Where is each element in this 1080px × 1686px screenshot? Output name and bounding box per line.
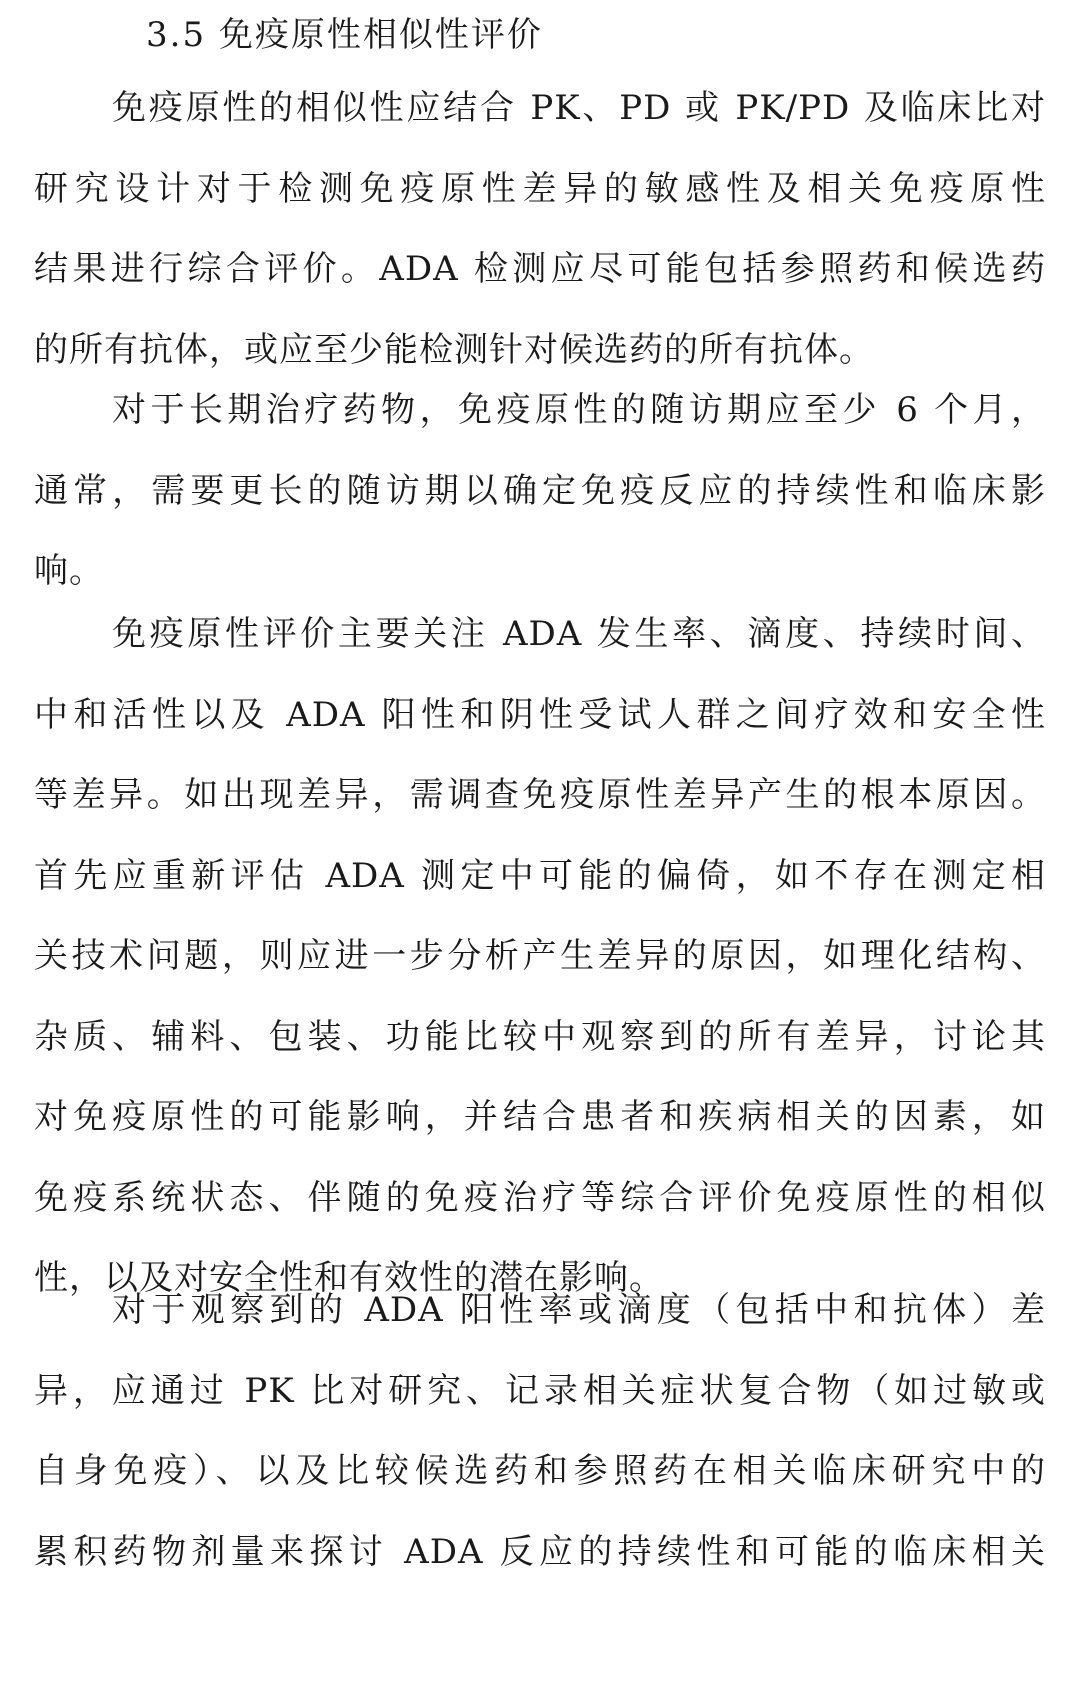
section-heading: 3.5 免疫原性相似性评价 [146,15,543,55]
paragraph-4 [34,1270,1046,1592]
text-line: 免疫原性的相似性应结合 PK、PD 或 PK/PD 及临床比对 [112,88,1046,128]
text-line: 杂质、辅料、包装、功能比较中观察到的所有差异，讨论其 [34,1016,1046,1057]
text-line: 对于观察到的 ADA 阳性率或滴度（包括中和抗体）差 [112,1290,1046,1330]
text-line: 对于长期治疗药物，免疫原性的随访期应至少 6 个月， [112,390,1046,430]
text-line: 关技术问题，则应进一步分析产生差异的原因，如理化结构、 [34,936,1046,976]
text-line: 免疫系统状态、伴随的免疫治疗等综合评价免疫原性的相似 [34,1177,1046,1218]
text-line: 免疫原性评价主要关注 ADA 发生率、滴度、持续时间、 [112,614,1046,654]
paragraph-1 [34,68,1046,390]
text-line: 的所有抗体，或应至少能检测针对候选药的所有抗体。 [34,329,874,370]
text-line: 结果进行综合评价。ADA 检测应尽可能包括参照药和候选药 [34,249,1046,289]
text-line: 研究设计对于检测免疫原性差异的敏感性及相关免疫原性 [34,168,1046,209]
text-line: 首先应重新评估 ADA 测定中可能的偏倚，如不存在测定相 [34,855,1046,896]
paragraph-2 [34,370,1046,612]
text-line: 累积药物剂量来探讨 ADA 反应的持续性和可能的临床相关 [34,1531,1046,1572]
paragraph-3 [34,594,1046,1319]
text-line: 自身免疫）、以及比较候选药和参照药在相关临床研究中的 [34,1451,1046,1491]
text-line: 响。 [34,551,104,591]
text-line: 对免疫原性的可能影响，并结合患者和疾病相关的因素，如 [34,1097,1046,1137]
text-line: 中和活性以及 ADA 阳性和阴性受试人群之间疗效和安全性 [34,694,1046,735]
text-line: 等差异。如出现差异，需调查免疫原性差异产生的根本原因。 [34,775,1046,815]
text-line: 性，以及对安全性和有效性的潜在影响。 [34,1258,664,1298]
text-line: 异，应通过 PK 比对研究、记录相关症状复合物（如过敏或 [34,1370,1046,1411]
text-line: 通常，需要更长的随访期以确定免疫反应的持续性和临床影 [34,470,1046,511]
